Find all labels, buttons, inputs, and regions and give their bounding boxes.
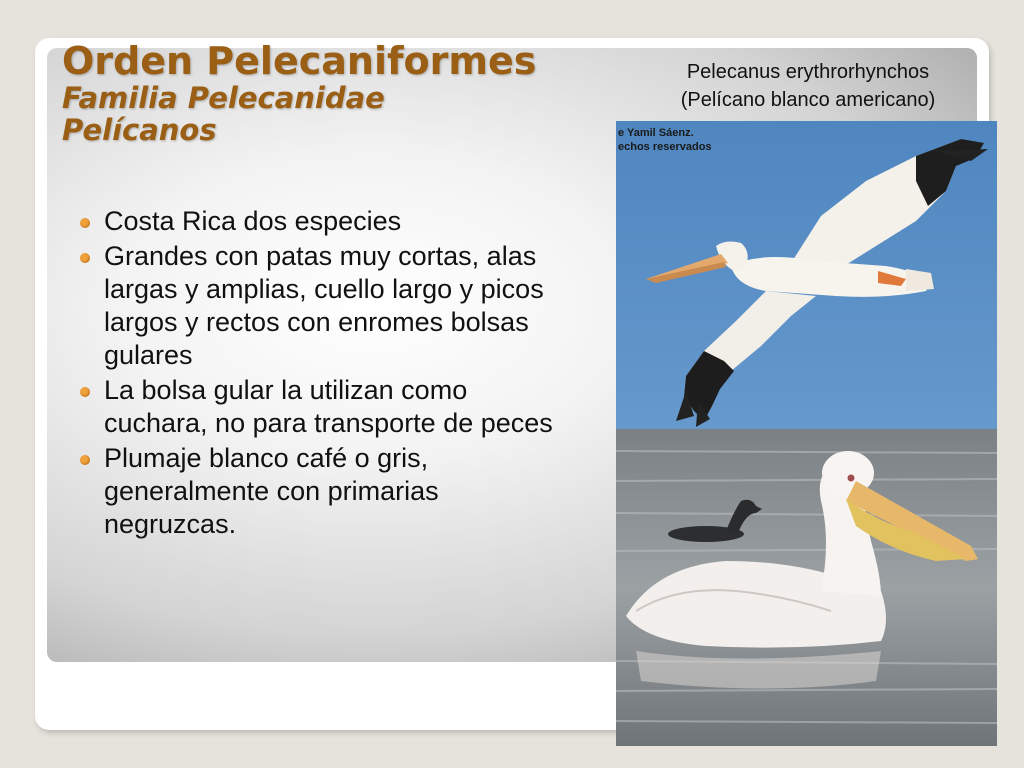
bullet-icon (80, 218, 90, 228)
caption-scientific-name: Pelecanus erythrorhynchos (686, 61, 930, 83)
bullet-text: Costa Rica dos especies (104, 206, 402, 236)
photo-watermark (618, 126, 712, 154)
title-block (62, 40, 622, 146)
watermark-line-1: e Yamil Sáenz. (618, 127, 694, 139)
pelican-in-flight (616, 121, 997, 429)
bullet-icon (80, 253, 90, 263)
watermark-line-2: echos reservados (618, 141, 712, 153)
pelican-photo-svg (616, 121, 997, 746)
bullet-text: Plumaje blanco café o gris, generalmente con primarias negruzcas. (104, 443, 439, 539)
slide-subtitle-common: Pelícanos (62, 113, 217, 147)
photo-caption (628, 58, 988, 114)
pelican-swimming (616, 429, 997, 746)
caption-common-name: (Pelícano blanco americano) (680, 89, 936, 111)
bullet-item (76, 442, 576, 541)
bullet-item (76, 374, 576, 440)
slide-title: Orden Pelecaniformes (62, 39, 537, 83)
slide-subtitle-family: Familia Pelecanidae (62, 81, 385, 115)
bullet-text: Grandes con patas muy cortas, alas largas y amplias, cuello largo y picos largos y rectos con enromes bolsas gulares (104, 241, 544, 370)
bullet-icon (80, 387, 90, 397)
bullet-list (76, 205, 576, 543)
bullet-text: La bolsa gular la utilizan como cuchara, no para transporte de peces (104, 375, 553, 438)
bullet-icon (80, 455, 90, 465)
bullet-item (76, 205, 576, 238)
bullet-item (76, 240, 576, 372)
pelican-photo (616, 121, 997, 746)
